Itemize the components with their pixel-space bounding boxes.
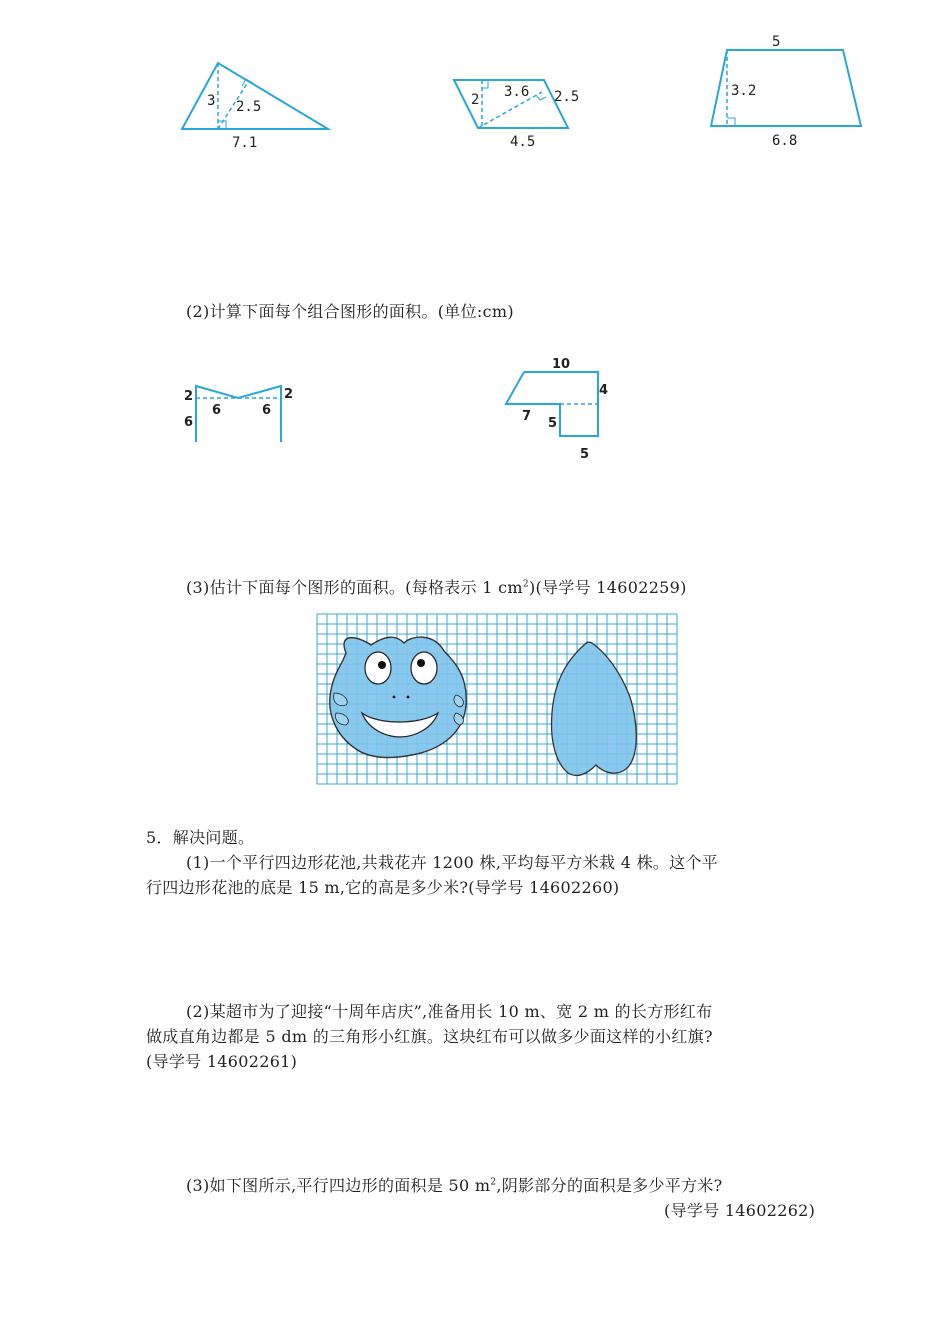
shape-a-mid-left-label: 6 (212, 403, 222, 418)
q2-line1: (2)某超市为了迎接“十周年店庆”,准备用长 10 m、宽 2 m 的长方形红布 (186, 1002, 713, 1021)
shape-b-right-label: 4 (599, 383, 609, 398)
q3-sup: 2 (490, 1177, 497, 1188)
trapezoid-height-label: 3.2 (731, 83, 757, 99)
frog-face-figure (330, 637, 466, 757)
trapezoid-figure (705, 32, 870, 150)
q2-line3: (导学号 14602261) (146, 1052, 298, 1071)
triangle-height-label: 3 (207, 93, 216, 109)
shape-a-mid-right-label: 6 (262, 403, 272, 418)
shape-b-inner-label: 5 (548, 416, 558, 431)
q1-line1: (1)一个平行四边形花池,共栽花卉 1200 株,平均每平方米栽 4 株。这个平 (186, 853, 719, 872)
triangle-base-label: 7.1 (232, 135, 258, 151)
q3-pre: (3)如下图所示,平行四边形的面积是 50 m (186, 1176, 491, 1195)
parallelogram-base-label: 4.5 (510, 134, 536, 150)
trapezoid-bottom-label: 6.8 (772, 133, 798, 149)
shape-a-right-top-label: 2 (284, 387, 294, 402)
q1-line2: 行四边形花池的底是 15 m,它的高是多少米?(导学号 14602260) (146, 878, 620, 897)
leaf-figure (552, 642, 637, 775)
triangle-figure (170, 55, 340, 155)
q3-line1 (186, 1174, 723, 1198)
parallelogram-height-label: 2 (471, 92, 480, 108)
estimation-grid (316, 613, 678, 785)
q2-line2: 做成直角边都是 5 dm 的三角形小红旗。这块红布可以做多少面这样的小红旗? (146, 1027, 713, 1046)
part3-title-sup: 2 (522, 579, 529, 590)
part2-title: (2)计算下面每个组合图形的面积。(单位:cm) (186, 302, 514, 321)
section5-heading: 5．解决问题。 (146, 828, 255, 847)
q3-line2: (导学号 14602262) (664, 1201, 816, 1220)
shape-b-left-low-label: 7 (522, 409, 532, 424)
parallelogram-figure (450, 70, 590, 150)
shape-b-bottom-label: 5 (580, 447, 590, 462)
composite-shape-a (178, 378, 303, 448)
part3-title-pre: (3)估计下面每个图形的面积。(每格表示 1 cm (186, 578, 523, 597)
q3-post: ,阴影部分的面积是多少平方米? (496, 1176, 723, 1195)
trapezoid-top-label: 5 (772, 34, 781, 50)
part3-title-post: )(导学号 14602259) (528, 578, 687, 597)
grid-svg (316, 613, 678, 785)
parallelogram-side-label: 2.5 (554, 89, 580, 105)
composite-shape-b (498, 350, 618, 465)
parallelogram-height2-label: 3.6 (504, 84, 530, 100)
part3-title (186, 576, 687, 600)
shape-a-left-top-label: 2 (184, 389, 194, 404)
triangle-side-label: 2.5 (236, 99, 262, 115)
shape-a-left-side-label: 6 (184, 415, 194, 430)
shape-b-top-label: 10 (552, 357, 571, 372)
